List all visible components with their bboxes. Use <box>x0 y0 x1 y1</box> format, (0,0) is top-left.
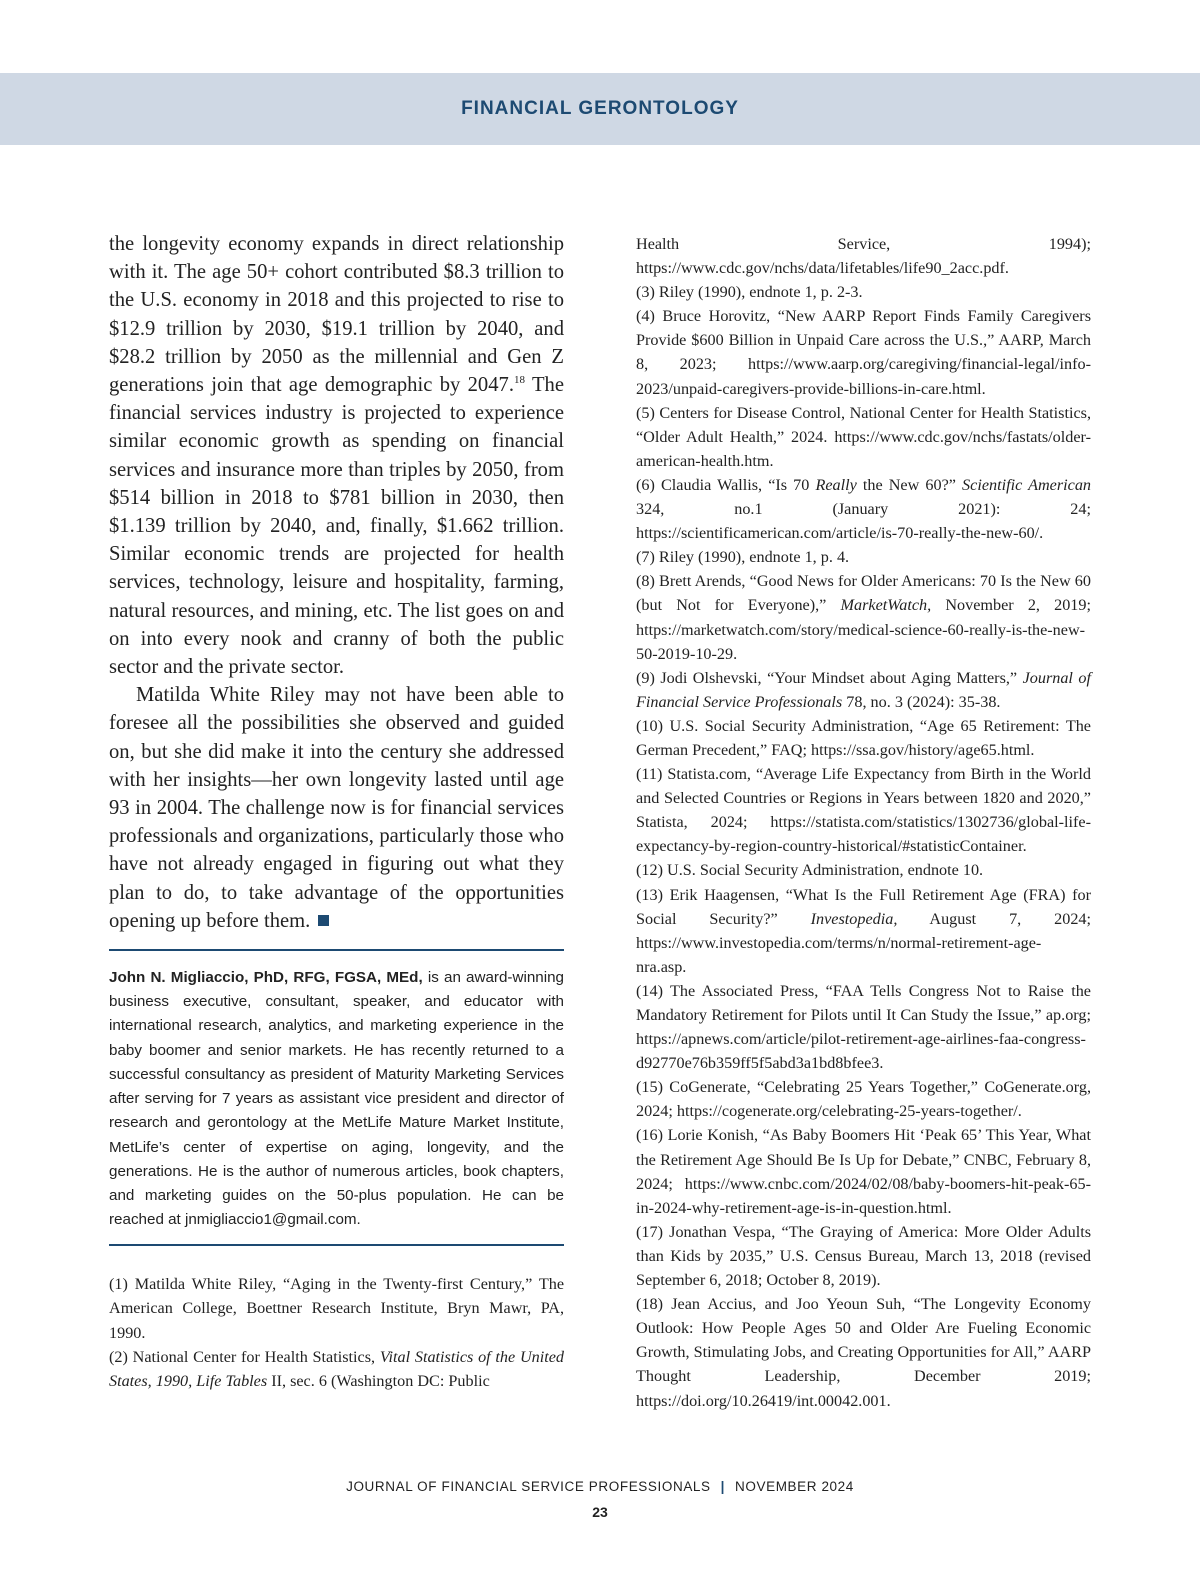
endnote-text: August 7, 2024; https://www.investopedia.com/terms/n/normal-retirement-age-nra.asp. <box>636 909 1091 976</box>
endnote-16: (16) Lorie Konish, “As Baby Boomers Hit ‘Peak 65’ This Year, What the Retirement Age Should Be Is Up for Debate,” CNBC, February 8, 2024; https://www.cnbc.com/2024/02/08/baby-boomers-hit-peak-65-in-2024-why-retirement-age-is-in-question.html. <box>636 1126 1091 1217</box>
author-name: John N. Migliaccio, PhD, RFG, FGSA, MEd, <box>109 969 423 987</box>
endnote-9 <box>636 666 1091 714</box>
author-bio <box>109 966 564 1232</box>
endnote-text: November 2, 2019; https://marketwatch.com/story/medical-science-60-really-is-the-new-50-2019-10-29. <box>636 596 1091 663</box>
footnote-ref[interactable]: 18 <box>513 374 525 387</box>
page-number: 23 <box>592 1504 608 1520</box>
endnote-8 <box>636 569 1091 665</box>
endnote-text: (6) Claudia Wallis, “Is 70 <box>636 475 816 494</box>
endnote-title: Scientific American <box>962 475 1092 494</box>
endnote-text: II, sec. 6 (Washington DC: Public <box>267 1371 490 1390</box>
endnote-title: Investopedia, <box>810 909 898 928</box>
endnote-6 <box>636 473 1091 545</box>
endnote-1: (1) Matilda White Riley, “Aging in the Twenty-first Century,” The American College, Boettner Research Institute, Bryn Mawr, PA, 1990. <box>109 1275 564 1342</box>
endnote-text: (2) National Center for Health Statistics, <box>109 1347 380 1366</box>
endnote-5: (5) Centers for Disease Control, National Center for Health Statistics, “Older Adult Health,” 2024. https://www.cdc.gov/nchs/fastats/older-american-health.htm. <box>636 403 1091 470</box>
bio-bottom-rule <box>109 1244 564 1246</box>
endnote-14: (14) The Associated Press, “FAA Tells Congress Not to Raise the Mandatory Retirement for Pilots until It Can Study the Issue,” ap.org; https://apnews.com/article/pilot-retirement-age-airlines-faa-congress-d92770e76b359ff5f5abd3a1bd8bfee3. <box>636 981 1091 1073</box>
body-text-span: the longevity economy expands in direct relationship with it. The age 50+ cohort contributed $8.3 trillion to the U.S. economy in 2018 and this projected to rise to $12.9 trillion by 2030, $19.1 trillion by 2040, and $28.2 trillion by 2050 as the millennial and Gen Z generations join that age demographic by 2047. <box>109 233 564 397</box>
endnote-title: Vital Statistics of the United States, 1990, Life Tables <box>109 1347 565 1390</box>
endnote-18: (18) Jean Accius, and Joo Yeoun Suh, “The Longevity Economy Outlook: How People Ages 50 and Older Are Fueling Economic Growth, Stimulating Jobs, and Creating Opportunities for All,” AARP Thought Leadership, December 2019; https://doi.org/10.26419/int.00042.001. <box>636 1295 1091 1410</box>
body-text-span: Matilda White Riley may not have been able to foresee all the possibilities she observed and guided on, but she did make it into the century she addressed with her insights—her own longevity lasted until age 93 in 2004. The challenge now is for financial services professionals and organizations, particularly those who have not already engaged in figuring out what they plan to do, to take advantage of the opportunities opening up before them. <box>109 684 564 932</box>
endnote-title: MarketWatch, <box>840 596 932 615</box>
endnote-17: (17) Jonathan Vespa, “The Graying of America: More Older Adults than Kids by 2035,” U.S. Census Bureau, March 13, 2018 (revised September 6, 2018; October 8, 2019). <box>636 1222 1091 1290</box>
endnote-12: (12) U.S. Social Security Administration, endnote 10. <box>636 861 984 880</box>
endnote-4: (4) Bruce Horovitz, “New AARP Report Finds Family Caregivers Provide $600 Billion in Unpaid Care across the U.S.,” AARP, March 8, 2023; https://www.aarp.org/caregiving/financial-legal/info-2023/unpaid-caregivers-provide-billions-in-care.html. <box>636 307 1091 398</box>
endnote-text: (9) Jodi Olshevski, “Your Mindset about Aging Matters,” <box>636 668 1023 687</box>
footer-separator: | <box>720 1479 726 1494</box>
bio-top-rule <box>109 949 564 951</box>
section-title: FINANCIAL GERONTOLOGY <box>461 98 739 119</box>
endnote-2 <box>109 1345 564 1393</box>
endnote-title: Journal of Financial Service Professionals <box>636 668 1092 711</box>
endnote-text: 324, no.1 (January 2021): 24; https://scientificamerican.com/article/is-70-really-the-new-60/. <box>636 500 1091 543</box>
endnote-text: (8) Brett Arends, “Good News for Older Americans: 70 Is the New 60 (but Not for Everyone),” <box>636 572 1091 615</box>
endnote-15: (15) CoGenerate, “Celebrating 25 Years Together,” CoGenerate.org, 2024; https://cogenerate.org/celebrating-25-years-together/. <box>636 1078 1091 1121</box>
endnotes-left <box>109 1272 564 1392</box>
endnote-10: (10) U.S. Social Security Administration, “Age 65 Retirement: The German Precedent,” FAQ; https://ssa.gov/history/age65.html. <box>636 716 1091 759</box>
endnote-2-cont: Health Service, 1994); https://www.cdc.gov/nchs/data/lifetables/life90_2acc.pdf. <box>636 235 1091 278</box>
author-bio-text: is an award-winning business executive, consultant, speaker, and educator with international research, analytics, and marketing experience in the baby boomer and senior markets. He has recently returned to a successful consultancy as president of Maturity Marketing Services after serving for 7 years as assistant vice president and director of research and gerontology at the MetLife Mature Market Institute, MetLife’s center of expertise on aging, longevity, and the generations. He is the author of numerous articles, book chapters, and marketing guides on the 50-plus population. He can be reached at jnmigliaccio1@gmail.com. <box>109 969 564 1229</box>
endnote-11: (11) Statista.com, “Average Life Expectancy from Birth in the World and Selected Countries or Regions in Years between 1820 and 2020,” Statista, 2024; https://statista.com/statistics/1302736/global-life-expectancy-by-region-country-historical/#statisticContainer. <box>636 765 1091 856</box>
endnote-text: (13) Erik Haagensen, “What Is the Full Retirement Age (FRA) for Social Security?” <box>636 885 1091 928</box>
right-column <box>636 232 1091 1413</box>
endnote-emphasis: Really <box>815 475 857 494</box>
body-paragraph-2 <box>109 681 564 935</box>
journal-name: JOURNAL OF FINANCIAL SERVICE PROFESSIONALS <box>346 1479 711 1494</box>
running-footer <box>0 1479 1200 1494</box>
body-text-span: The financial services industry is projected to experience similar economic growth as spending on financial services and insurance more than triples by 2050, from $514 billion in 2018 to $781 billion in 2030, then $1.139 trillion by 2040, and, finally, $1.662 trillion. Similar economic trends are projected for health services, technology, leisure and hospitality, farming, natural resources, and mining, etc. The list goes on and on into every nook and cranny of both the public sector and the private sector. <box>109 374 564 679</box>
section-header-band <box>0 73 1200 145</box>
issue-date: NOVEMBER 2024 <box>735 1479 854 1494</box>
endnote-3: (3) Riley (1990), endnote 1, p. 2-3. <box>636 283 863 302</box>
end-mark-icon <box>318 915 329 926</box>
endnote-7: (7) Riley (1990), endnote 1, p. 4. <box>636 548 850 567</box>
endnote-13 <box>636 883 1091 979</box>
body-paragraph-1 <box>109 230 564 681</box>
endnote-text: 78, no. 3 (2024): 35-38. <box>842 692 1001 711</box>
endnote-text: the New 60?” <box>856 475 963 494</box>
left-column <box>109 230 564 1393</box>
